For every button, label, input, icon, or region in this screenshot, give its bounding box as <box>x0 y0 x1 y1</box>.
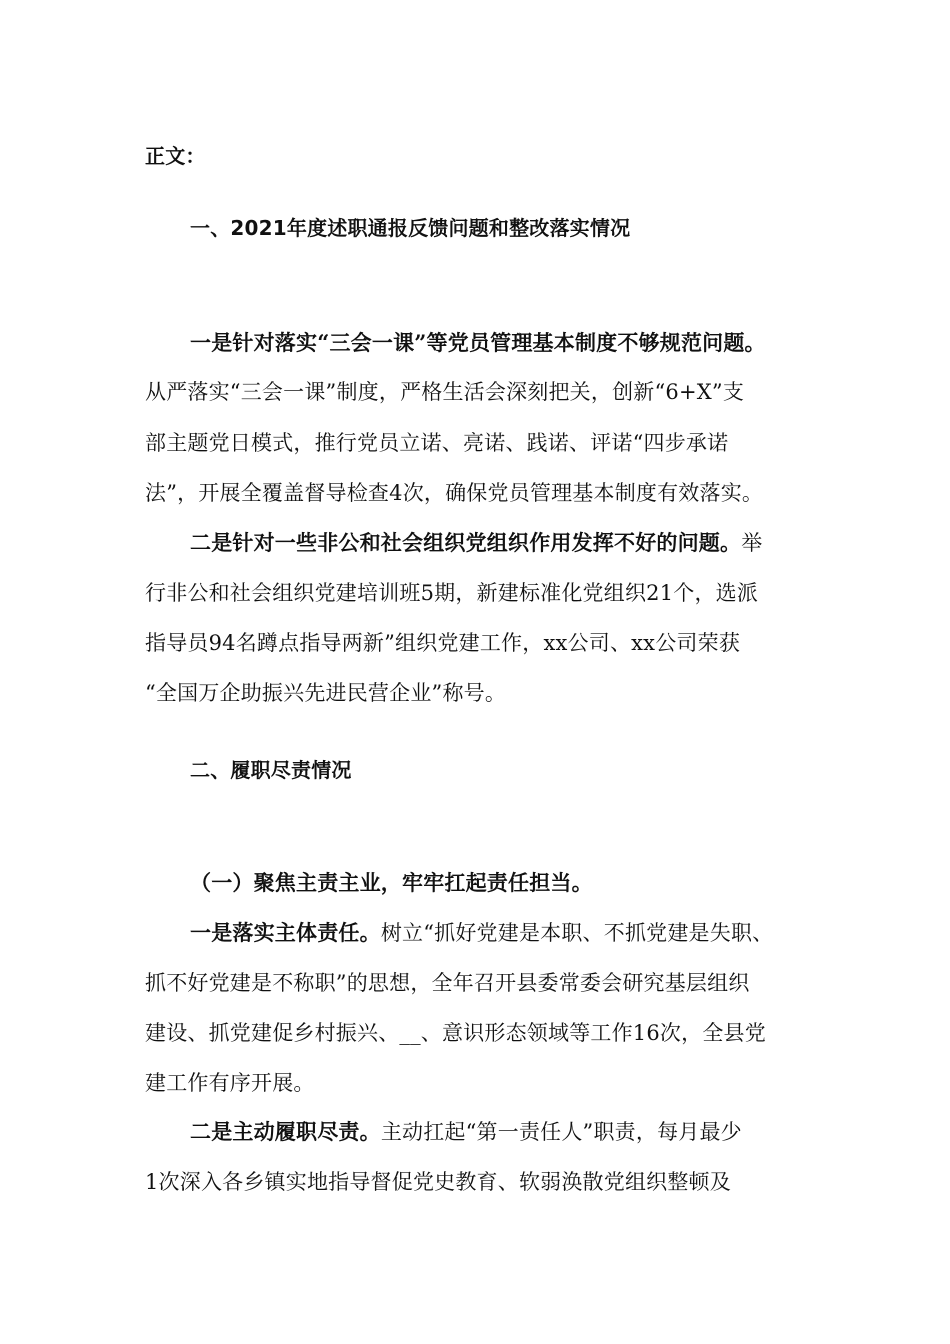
paragraph-lead: 一是落实主体责任。 <box>190 920 381 945</box>
paragraph-lead: 二是针对一些非公和社会组织党组织作用发挥不好的问题。 <box>190 530 742 555</box>
paragraph-text: 树立“抓好党建是本职、不抓党建是失职、 <box>380 921 774 945</box>
paragraph-first-line <box>190 528 762 558</box>
paragraph-line: 部主题党日模式，推行党员立诺、亮诺、践诺、评诺“四步承诺 <box>145 431 729 455</box>
paragraph-lead: 一是针对落实“三会一课”等党员管理基本制度不够规范问题。 <box>190 330 766 355</box>
paragraph-lead: 二是主动履职尽责。 <box>190 1119 381 1144</box>
paragraph-text: 主动扛起“第一责任人”职责，每月最少 <box>380 1120 742 1144</box>
subsection-heading: （一）聚焦主责主业，牢牢扛起责任担当。 <box>190 870 593 895</box>
section-heading-2: 二、履职尽责情况 <box>190 758 352 782</box>
paragraph-line: 建设、抓党建促乡村振兴、__、意识形态领域等工作16次，全县党 <box>145 1021 766 1045</box>
paragraph-line: “全国万企助振兴先进民营企业”称号。 <box>145 681 507 705</box>
paragraph-line: 从严落实“三会一课”制度，严格生活会深刻把关，创新“6+X”支 <box>145 380 745 404</box>
body-label: 正文： <box>145 144 206 168</box>
paragraph-line: 行非公和社会组织党建培训班5期，新建标准化党组织21个，选派 <box>145 581 759 605</box>
paragraph-line: 法”，开展全覆盖督导检查4次，确保党员管理基本制度有效落实。 <box>145 481 764 505</box>
paragraph-text: 举 <box>741 531 763 555</box>
paragraph-first-line <box>190 918 773 948</box>
paragraph-line: 建工作有序开展。 <box>145 1071 315 1095</box>
paragraph-line: 1次深入各乡镇实地指导督促党史教育、软弱涣散党组织整顿及 <box>145 1170 731 1194</box>
paragraph-line: 抓不好党建是不称职”的思想，全年召开县委常委会研究基层组织 <box>145 971 750 995</box>
paragraph-first-line <box>190 1117 742 1147</box>
paragraph-line: 指导员94名蹲点指导两新”组织党建工作，xx公司、xx公司荣获 <box>145 631 741 655</box>
section-heading-1: 一、2021年度述职通报反馈问题和整改落实情况 <box>190 216 631 240</box>
